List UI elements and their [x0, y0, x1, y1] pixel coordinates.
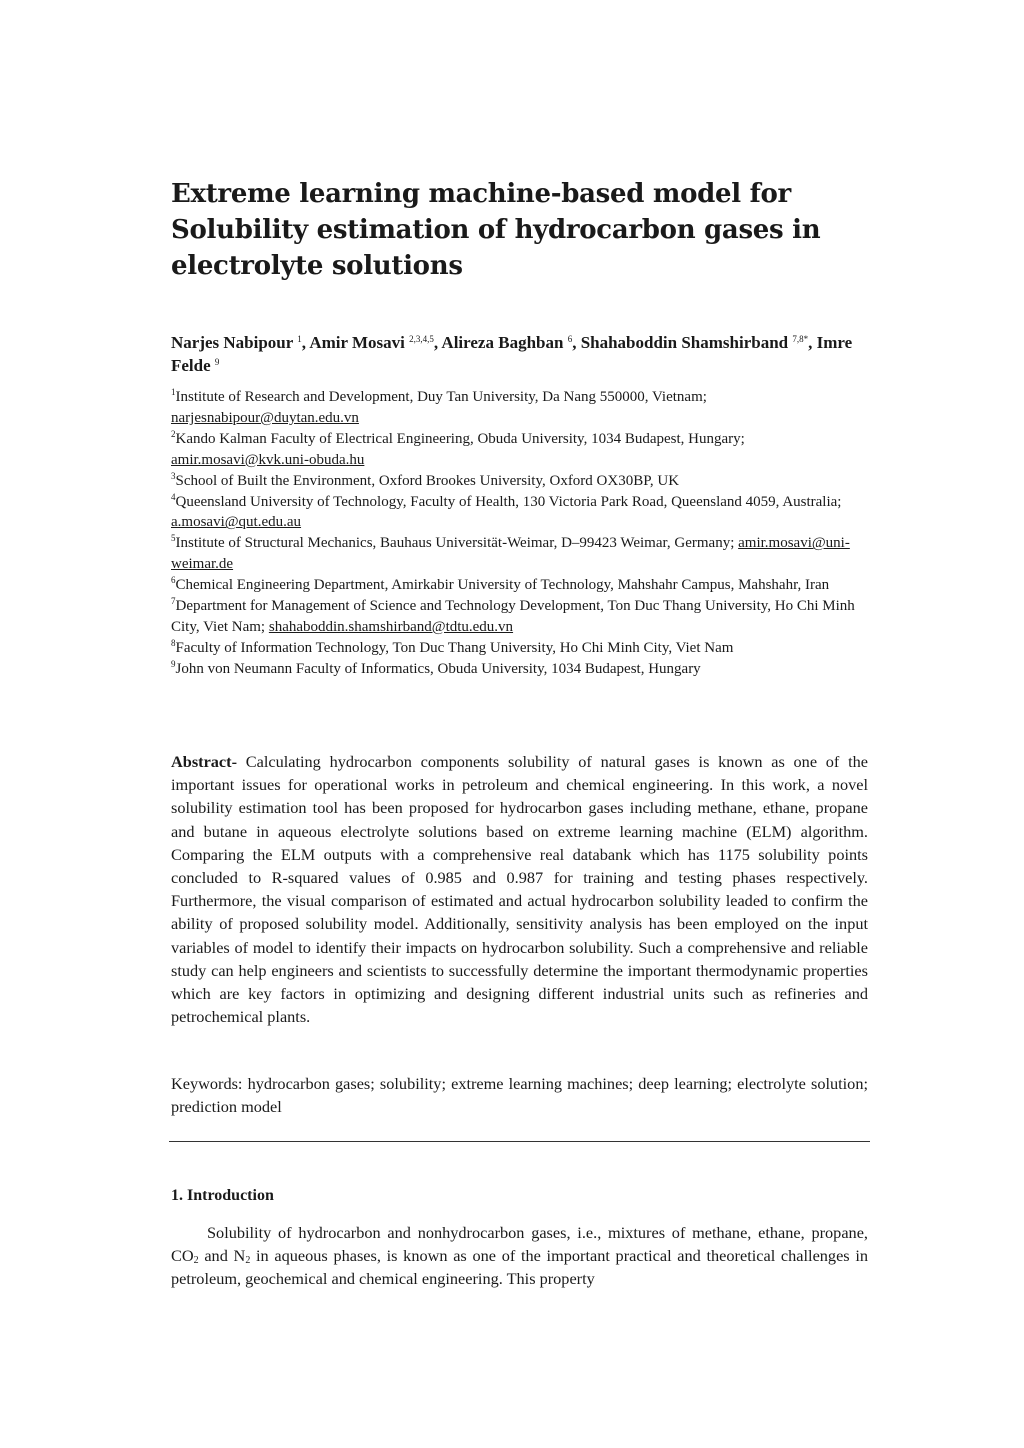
- intro-paragraph: Solubility of hydrocarbon and nonhydrocarbon gases, i.e., mixtures of methane, ethane, propane, $CO_2$ and $N_2$ in aqueous phases, is known as one of the important practical and theoretical challenges in petroleum, geochemical and chemical engineering. This property: [171, 1223, 869, 1289]
- author-name: Amir Mosavi: [309, 333, 405, 352]
- keywords: Keywords: hydrocarbon gases; solubility; extreme learning machines; deep learning; electrolyte solution; prediction model: [171, 1074, 868, 1117]
- author-name: Narjes Nabipour: [171, 333, 293, 352]
- email-link[interactable]: amir.mosavi@uni-weimar.de: [171, 535, 850, 573]
- author-affiliation-mark: 7,8*: [792, 334, 809, 344]
- email-link[interactable]: amir.mosavi@kvk.uni-obuda.hu: [171, 451, 365, 468]
- abstract-text: Calculating hydrocarbon components solubility of natural gases is known as one of the important issues for operational works in petroleum and chemical engineering. In this work, a novel solubility estimation tool has been proposed for hydrocarbon gases including methane, ethane, propane and butane in aqueous electrolyte solutions based on extreme learning machine (ELM) algorithm. Comparing the ELM outputs with a comprehensive real databank which has 1175 solubility points concluded to R-squared values of 0.985 and 0.987 for training and testing phases respectively. Furthermore, the visual comparison of estimated and actual hydrocarbon solubility leaded to confirm the ability of proposed solubility model. Additionally, sensitivity analysis has been employed on the input variables of model to identify their impacts on hydrocarbon solubility. Such a comprehensive and reliable study can help engineers and scientists to successfully determine the important thermodynamic properties which are key factors in optimizing and designing different industrial units such as refineries and petrochemical plants.: [171, 752, 868, 1027]
- affiliation-item: $^9$John von Neumann Faculty of Informatics, Obuda University, 1034 Budapest, Hungary: [171, 658, 701, 677]
- email-link[interactable]: shahaboddin.shamshirband@tdtu.edu.vn: [268, 618, 514, 635]
- section-divider: [169, 1141, 870, 1142]
- abstract-label: Abstract-: [171, 752, 238, 771]
- author-name: Alireza Baghban: [441, 333, 564, 352]
- affiliation-item: $^3$School of Built the Environment, Oxford Brookes University, Oxford OX30BP, UK: [171, 470, 680, 489]
- abstract: [171, 750, 868, 1028]
- author-name: Imre Felde: [171, 333, 853, 375]
- affiliation-item: $^1$Institute of Research and Development, Duy Tan University, Da Nang 550000, Vietnam; narjesnabipour@duytan.edu.vn: [171, 387, 707, 426]
- author-affiliation-mark: 9: [214, 357, 220, 367]
- paper-title: Extreme learning machine-based model for Solubility estimation of hydrocarbon gases in electrolyte solutions: [171, 179, 821, 281]
- section-heading: 1. Introduction: [171, 1187, 274, 1204]
- affiliation-item: $^2$Kando Kalman Faculty of Electrical Engineering, Obuda University, 1034 Budapest, Hungary; amir.mosavi@kvk.uni-obuda.hu: [171, 428, 745, 468]
- affiliation-item: $^5$Institute of Structural Mechanics, Bauhaus Universität-Weimar, D–99423 Weimar, Germany; amir.mosavi@uni-weimar.de: [171, 533, 850, 573]
- author-affiliation-mark: 2,3,4,5: [409, 334, 434, 344]
- affiliation-item: $^6$Chemical Engineering Department, Amirkabir University of Technology, Mahshahr Campus, Mahshahr, Iran: [171, 575, 830, 594]
- email-link[interactable]: a.mosavi@qut.edu.au: [171, 514, 302, 531]
- affiliation-list: [171, 387, 868, 680]
- author-affiliation-mark: 1: [297, 334, 302, 344]
- affiliation-item: $^8$Faculty of Information Technology, Ton Duc Thang University, Ho Chi Minh City, Viet Nam: [171, 637, 734, 656]
- author-name: Shahaboddin Shamshirband: [580, 333, 789, 352]
- author-list: Narjes Nabipour $^1$, Amir Mosavi $^{2,3,4,5}$, Alireza Baghban $^6$, Shahaboddin Shamshirband $^{7,8*}$, Imre Felde $^9$: [171, 333, 853, 375]
- author-affiliation-mark: 6: [567, 334, 573, 344]
- affiliation-item: $^4$Queensland University of Technology, Faculty of Health, 130 Victoria Park Road, Queensland 4059, Australia; a.mosavi@qut.edu.au: [171, 491, 842, 531]
- email-link[interactable]: narjesnabipour@duytan.edu.vn: [171, 409, 359, 426]
- affiliation-item: $^7$Department for Management of Science and Technology Development, Ton Duc Thang University, Ho Chi Minh City, Viet Nam; shahaboddin.shamshirband@tdtu.edu.vn: [171, 596, 855, 635]
